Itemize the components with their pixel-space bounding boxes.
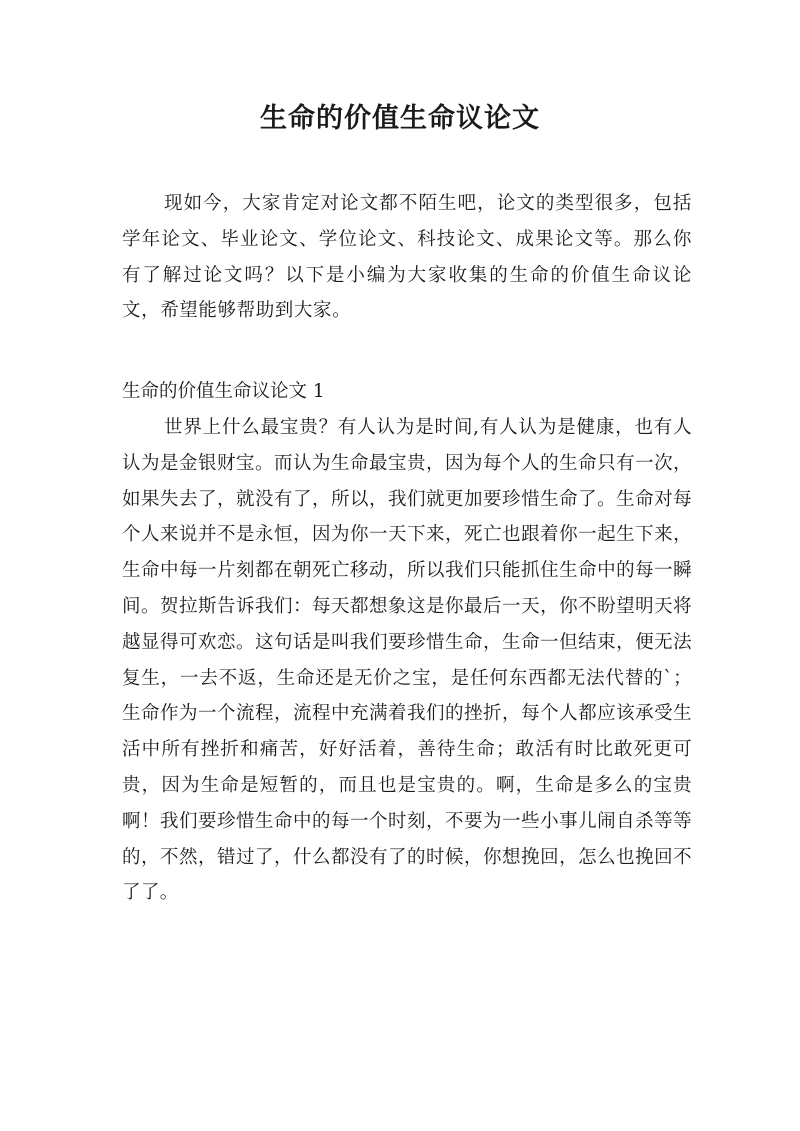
section-body-paragraph: 世界上什么最宝贵？有人认为是时间,有人认为是健康，也有人认为是金银财宝。而认为生命最宝贵，因为每个人的生命只有一次，如果失去了，就没有了，所以，我们就更加要珍惜生命了。生命对每个人来说并不是永恒，因为你一天下来，死亡也跟着你一起生下来，生命中每一片刻都在朝死亡移动，所以我们只能抓住生命中的每一瞬间。贺拉斯告诉我们：每天都想象这是你最后一天，你不盼望明天将越显得可欢恋。这句话是叫我们要珍惜生命，生命一但结束，便无法复生，一去不返，生命还是无价之宝，是任何东西都无法代替的`；生命作为一个流程，流程中充满着我们的挫折，每个人都应该承受生活中所有挫折和痛苦，好好活着，善待生命；敢活有时比敢死更可贵，因为生命是短暂的，而且也是宝贵的。啊，生命是多么的宝贵啊！我们要珍惜生命中的每一个时刻，不要为一些小事儿闹自杀等等的，不然，错过了，什么都没有了的时候，你想挽回，怎么也挽回不了了。 (122, 417, 692, 904)
section-heading: 生命的价值生命议论文 1 (122, 381, 325, 402)
document-title: 生命的价值生命议论文 (260, 103, 540, 134)
intro-paragraph: 现如今，大家肯定对论文都不陌生吧，论文的类型很多，包括学年论文、毕业论文、学位论文、科技论文、成果论文等。那么你有了解过论文吗？以下是小编为大家收集的生命的价值生命议论文，希望能够帮助到大家。 (122, 193, 692, 322)
